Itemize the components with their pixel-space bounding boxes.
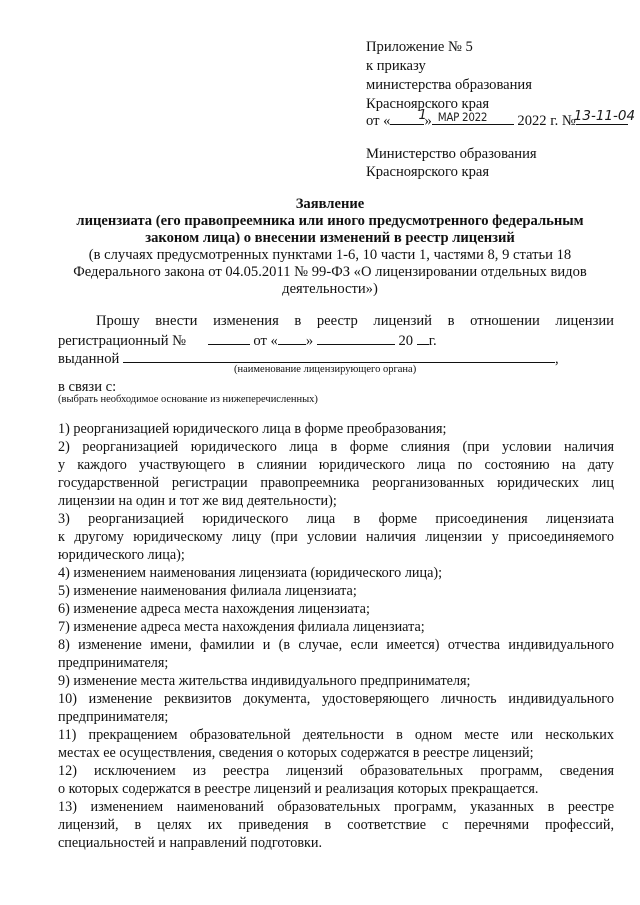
year-field[interactable] xyxy=(417,330,429,345)
appendix-ministry: министерства образования xyxy=(366,77,532,93)
issuer-field[interactable] xyxy=(123,348,555,363)
appendix-date-line xyxy=(366,108,636,130)
heading-line-2: лицензиата (его правопреемника или иного предусмотренного федеральным xyxy=(76,213,584,229)
appendix-order-ref: к приказу xyxy=(366,58,426,74)
heading-line-4: (в случаях предусмотренных пунктами 1-6, 10 части 1, частями 8, 9 статьи 18 xyxy=(88,247,572,263)
list-item: 4) изменением наименования лицензиата (юридического лица); xyxy=(58,565,443,581)
registration-label: регистрационный № xyxy=(58,333,187,349)
list-item: у каждого участвующего в слиянии юридического лица по состоянию на дату xyxy=(58,457,614,473)
year-label: 20 xyxy=(398,333,414,349)
date-month-field xyxy=(432,110,514,125)
quote-close: » xyxy=(305,333,314,349)
date-day-handwritten: 1 xyxy=(418,108,427,123)
document-title: Заявление xyxy=(295,196,365,212)
request-line-1: Прошу внести изменения в реестр лицензий в отношении лицензии xyxy=(96,313,614,329)
date-quote-close: » xyxy=(424,113,432,129)
list-item: местах ее осуществления, сведения о которых содержатся в реестре лицензий; xyxy=(58,745,534,761)
issued-label: выданной xyxy=(58,351,120,367)
list-item: юридического лица); xyxy=(58,547,185,563)
list-item: государственной регистрации правопреемника реорганизованных юридических лиц xyxy=(58,475,614,491)
heading-line-6: деятельности») xyxy=(282,281,378,297)
issued-comma: , xyxy=(554,351,559,367)
year-suffix: г. xyxy=(428,333,437,349)
list-item: предпринимателя; xyxy=(58,655,169,671)
list-item: 10) изменение реквизитов документа, удостоверяющего личность индивидуального xyxy=(58,691,614,707)
appendix-region: Красноярского края xyxy=(366,96,490,112)
reason-hint: (выбрать необходимое основание из нижеперечисленных) xyxy=(58,394,318,405)
date-year: 2022 г. № xyxy=(517,113,576,129)
list-item: о которых содержатся в реестре лицензий и реализация которых прекращается. xyxy=(58,781,539,797)
addressee-region: Красноярского края xyxy=(366,164,490,180)
from-label: от « xyxy=(253,333,278,349)
reason-label: в связи с: xyxy=(58,379,117,395)
list-item: 9) изменение места жительства индивидуального предпринимателя; xyxy=(58,673,471,689)
date-stamp: МАР 2022 xyxy=(437,110,488,124)
list-item: к другому юридическому лицу (при условии наличия лицензии у присоединяемого xyxy=(58,529,614,545)
list-item: предпринимателя; xyxy=(58,709,169,725)
list-item: лицензии на один и тот же вид деятельности); xyxy=(58,493,337,509)
list-item: 12) исключением из реестра лицензий образовательных программ, сведения xyxy=(58,763,614,779)
registration-number-field[interactable] xyxy=(208,330,250,345)
date-day-field xyxy=(390,108,427,125)
list-item: 8) изменение имени, фамилии и (в случае, если имеется) отчества индивидуального xyxy=(58,637,614,653)
heading-line-3: законом лица) о внесении изменений в реестр лицензий xyxy=(145,230,515,246)
issuer-hint: (наименование лицензирующего органа) xyxy=(234,364,417,375)
list-item: 2) реорганизацией юридического лица в форме слияния (при условии наличия xyxy=(58,439,614,455)
heading-line-5: Федерального закона от 04.05.2011 № 99-ФЗ «О лицензировании отдельных видов xyxy=(73,264,587,280)
list-item: 13) изменением наименований образовательных программ, указанных в реестре xyxy=(58,799,614,815)
list-item: 6) изменение адреса места нахождения лицензиата; xyxy=(58,601,370,617)
month-field[interactable] xyxy=(317,330,395,345)
request-registration-line xyxy=(58,330,437,350)
list-item: 1) реорганизацией юридического лица в форме преобразования; xyxy=(58,421,447,437)
appendix-number: Приложение № 5 xyxy=(366,39,473,55)
date-prefix: от « xyxy=(366,113,391,129)
list-item: 3) реорганизацией юридического лица в форме присоединения лицензиата xyxy=(58,511,614,527)
order-number-handwritten: 13-11-04 xyxy=(573,108,636,124)
list-item: 11) прекращением образовательной деятельности в одном месте или нескольких xyxy=(58,727,614,743)
list-item: 7) изменение адреса места нахождения филиала лицензиата; xyxy=(58,619,425,635)
order-number-field xyxy=(573,108,636,125)
list-item: лицензий, в целях их приведения в соответствие с перечнями профессий, xyxy=(58,817,614,833)
list-item: 5) изменение наименования филиала лицензиата; xyxy=(58,583,357,599)
addressee-ministry: Министерство образования xyxy=(366,146,537,162)
list-item: специальностей и направлений подготовки. xyxy=(58,835,323,851)
day-field[interactable] xyxy=(278,330,306,345)
